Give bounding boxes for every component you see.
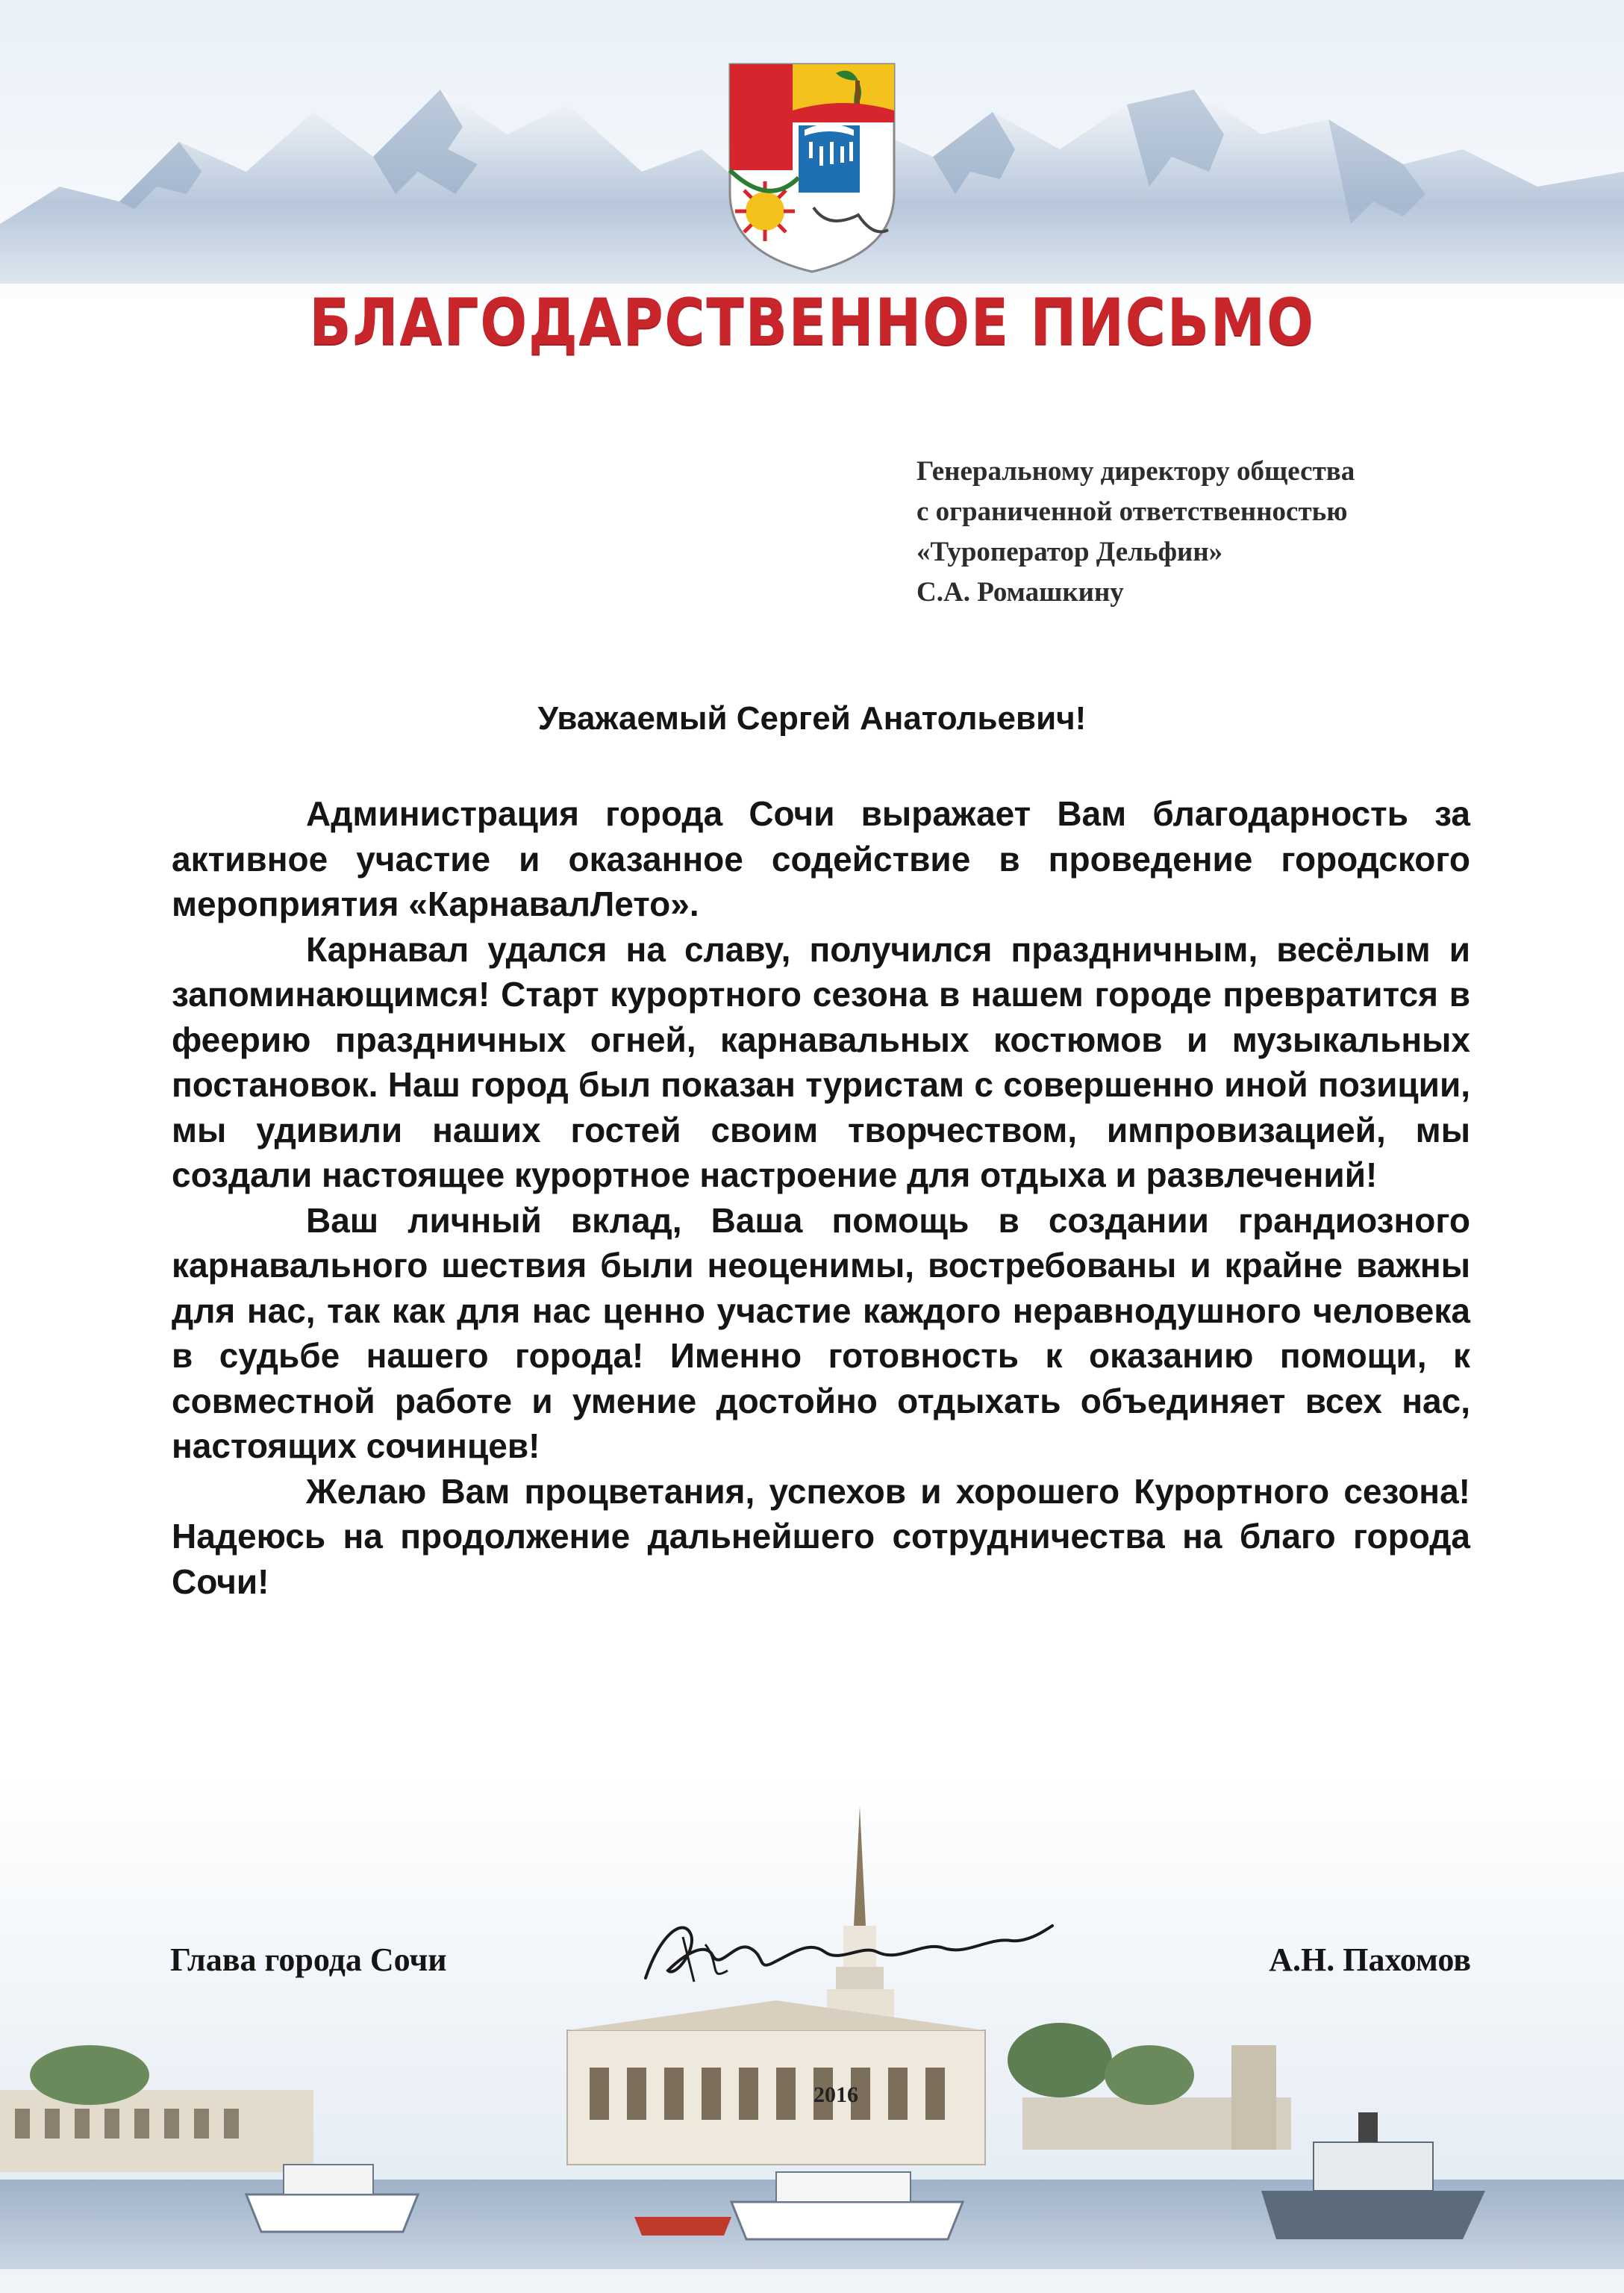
year: 2016 [813, 2083, 858, 2107]
handwritten-signature-icon [638, 1911, 1056, 1993]
body-paragraph: Администрация города Сочи выражает Вам благодарность за активное участие и оказанное содействие в проведение городского мероприятия «КарнавалЛето». [172, 794, 1470, 923]
addressee-line: с ограниченной ответственностью [916, 496, 1348, 527]
greeting: Уважаемый Сергей Анатольевич! [537, 700, 1087, 737]
letter-title: БЛАГОДАРСТВЕННОЕ ПИСЬМО [309, 285, 1315, 360]
addressee-line: С.А. Ромашкину [916, 577, 1124, 608]
sochi-coat-of-arms-icon [724, 58, 900, 275]
addressee-line: «Туроператор Дельфин» [916, 537, 1223, 567]
body-paragraph: Желаю Вам процветания, успехов и хорошего Курортного сезона! Надеюсь на продолжение дальнейшего сотрудничества на благо города Сочи! [172, 1471, 1470, 1601]
addressee-block [916, 452, 1514, 613]
signatory-name: А.Н. Пахомов [1269, 1941, 1471, 1978]
letter-body [172, 791, 1470, 1604]
body-paragraph: Ваш личный вклад, Ваша помощь в создании грандиозного карнавального шествия были неоценимы, востребованы и крайне важны для нас, так как для нас ценно участие каждого неравнодушного человека в судьбе нашего города! Именно готовность к оказанию помощи, к совместной работе и умение достойно отдыхать объединяет всех нас, настоящих сочинцев! [172, 1200, 1470, 1465]
body-paragraph: Карнавал удался на славу, получился праздничным, весёлым и запоминающимся! Старт курортного сезона в нашем городе превратится в феерию праздничных огней, карнавальных костюмов и музыкальных постановок. Наш город был показан туристам с совершенно иной позиции, мы удивили наших гостей своим творчеством, импровизацией, мы создали настоящее курортное настроение для отдыха и развлечений! [172, 929, 1470, 1194]
harbor-illustration [0, 1776, 1624, 2293]
addressee-line: Генеральному директору общества [916, 456, 1355, 487]
signatory-title: Глава города Сочи [170, 1941, 447, 1978]
